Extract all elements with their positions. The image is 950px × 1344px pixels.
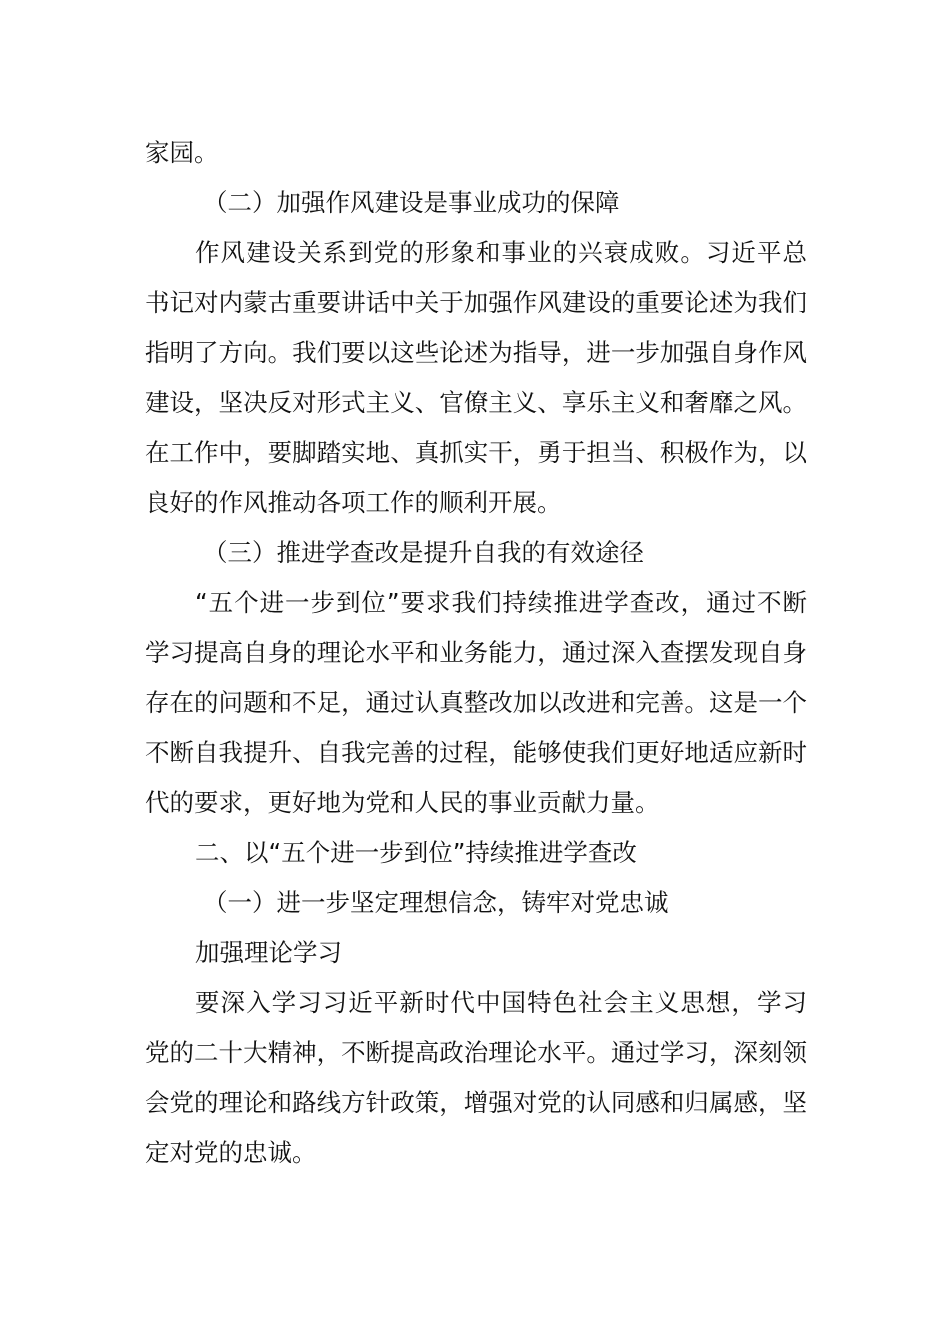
minor-heading-theory: 加强理论学习 <box>195 938 342 967</box>
section-heading-two: 二、以“五个进一步到位”持续推进学查改 <box>195 838 637 867</box>
paragraph-style-building: 作风建设关系到党的形象和事业的兴衰成败。习近平总书记对内蒙古重要讲话中关于加强作风建设的重要论述为我们指明了方向。我们要以这些论述为指导，进一步加强自身作风建设，坚决反对形式主义、官僚主义、享乐主义和奢靡之风。在工作中，要脚踏实地、真抓实干，勇于担当、积极作为，以良好的作风推动各项工作的顺利开展。 <box>145 238 807 517</box>
subheading-two: （二）加强作风建设是事业成功的保障 <box>203 188 620 217</box>
paragraph-study-review: “五个进一步到位”要求我们持续推进学查改，通过不断学习提高自身的理论水平和业务能力，通过深入查摆发现自身存在的问题和不足，通过认真整改加以改进和完善。这是一个不断自我提升、自我完善的过程，能够使我们更好地适应新时代的要求，更好地为党和人民的事业贡献力量。 <box>145 588 807 817</box>
document-body <box>145 128 807 1178</box>
subheading-three: （三）推进学查改是提升自我的有效途径 <box>203 538 644 567</box>
paragraph-continuation: 家园。 <box>145 138 219 167</box>
subheading-one: （一）进一步坚定理想信念，铸牢对党忠诚 <box>203 888 669 917</box>
paragraph-theory-study: 要深入学习习近平新时代中国特色社会主义思想，学习党的二十大精神，不断提高政治理论水平。通过学习，深刻领会党的理论和路线方针政策，增强对党的认同感和归属感，坚定对党的忠诚。 <box>145 988 807 1167</box>
